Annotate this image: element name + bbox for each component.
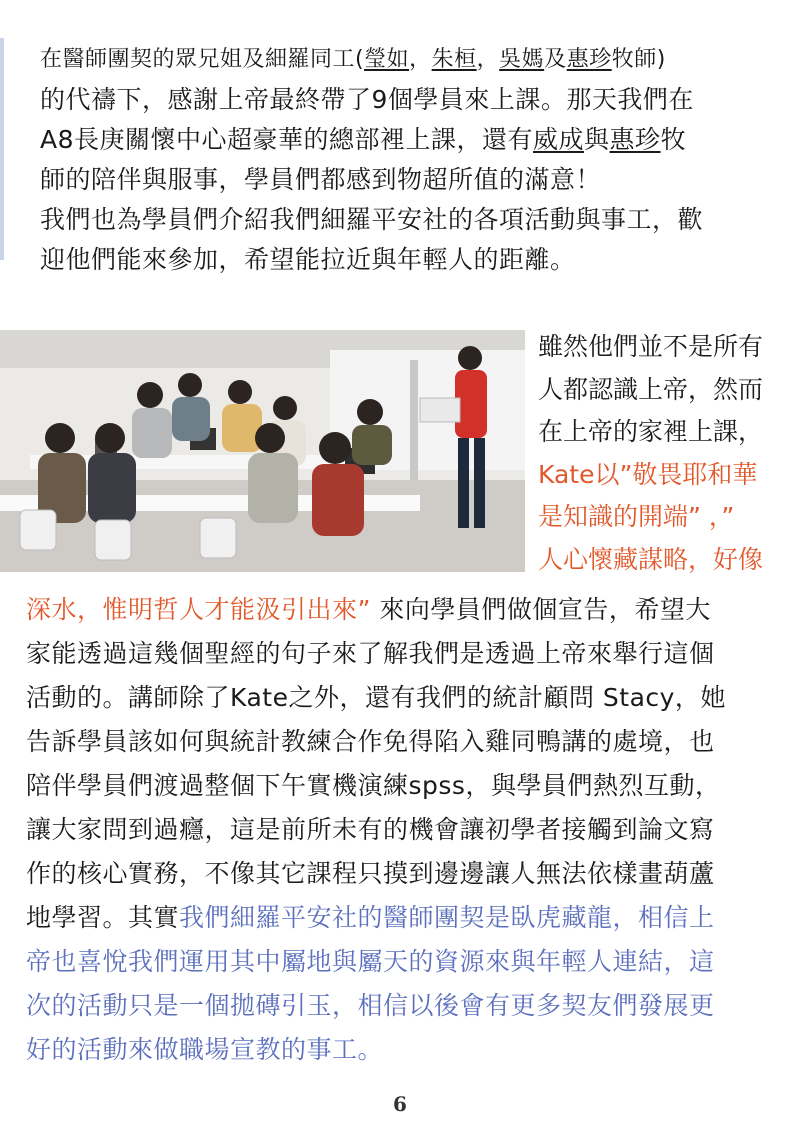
text-span: 來向學員們做個宣告，希望大 [370,595,711,624]
student-body [312,464,364,536]
body-line-highlight: 好的活動來做職場宣教的事工。 [26,1035,384,1064]
text-span: A8長庚關懷中心超豪華的總部裡上課，還有 [40,125,534,154]
student-head [95,423,125,453]
body-line: 陪伴學員們渡過整個下午實機演練spss，與學員們熱烈互動， [26,771,721,800]
side-line: 人都認識上帝，然而 [538,374,764,404]
text-span: 與 [584,125,610,154]
intro-line [40,120,770,160]
student-body [222,404,262,452]
body-line: 讓大家問到過癮，這是前所未有的機會讓初學者接觸到論文寫 [26,815,715,844]
student-body [248,453,298,523]
chair [95,520,131,560]
body-paragraph [26,588,786,1072]
text-span: ， [476,47,500,72]
sidebar-accent-bar [0,38,4,260]
name-underlined: 惠珍 [566,47,612,72]
wall-pillar [410,360,418,500]
intro-line [40,40,770,80]
intro-line: 師的陪伴與服事，學員們都感到物超所值的滿意！ [40,165,602,194]
name-underlined: 吳媽 [499,47,545,72]
student-head [178,373,202,397]
side-line-quote: Kate以”敬畏耶和華 [538,459,758,489]
student-body [88,453,136,523]
student-head [357,399,383,425]
body-line: 作的核心實務，不像其它課程只摸到邊邊讓人無法依樣畫葫蘆 [26,859,715,888]
name-underlined: 威成 [533,125,585,154]
body-line [26,896,786,940]
intro-line: 的代禱下，感謝上帝最終帶了9個學員來上課。那天我們在 [40,85,694,114]
instructor-leg [474,438,485,528]
student-head [255,423,285,453]
student-head [228,380,252,404]
text-span: 牧 [660,125,687,154]
name-underlined: 瑩如 [364,47,410,72]
name-underlined: 惠珍 [609,125,661,154]
student-body [132,408,172,458]
text-span: 及 [544,47,567,72]
body-line-highlight: 帝也喜悅我們運用其中屬地與屬天的資源來與年輕人連結，這 [26,947,715,976]
student-head [45,423,75,453]
classroom-illustration [0,330,525,572]
instructor-leg [458,438,469,528]
highlight-text: 我們細羅平安社的醫師團契是臥虎藏龍，相信上 [179,903,715,932]
side-paragraph [538,326,788,581]
body-line: 家能透過這幾個聖經的句子來了解我們是透過上帝來舉行這個 [26,639,715,668]
student-head [319,432,351,464]
student-head [273,396,297,420]
body-line: 活動的。講師除了Kate之外，還有我們的統計顧問 Stacy，她 [26,683,726,712]
body-line: 告訴學員該如何與統計教練合作免得陷入雞同鴨講的處境，也 [26,727,715,756]
side-line: 在上帝的家裡上課， [538,417,764,446]
side-line-quote: 人心懷藏謀略，好像 [538,544,764,574]
student-head [137,382,163,408]
intro-line: 迎他們能來參加，希望能拉近與年輕人的距離。 [40,245,576,274]
student-body [172,397,210,441]
intro-paragraph [40,40,770,280]
chair [20,510,56,550]
page-number: 6 [393,1092,407,1116]
body-line [26,588,786,632]
body-line-highlight: 次的活動只是一個拋磚引玉，相信以後會有更多契友們發展更 [26,991,715,1020]
chair [200,518,236,558]
name-underlined: 朱桓 [431,47,477,72]
student-body [352,425,392,465]
text-span: 牧師) [611,47,666,72]
text-span: ， [409,47,432,72]
side-line-quote: 是知識的開端” ，” [538,502,735,531]
text-span: 地學習。其實 [26,903,180,932]
instructor-head [458,346,482,370]
text-span: 在醫師團契的眾兄姐及細羅同工( [40,47,365,72]
classroom-photo [0,330,525,572]
side-line: 雖然他們並不是所有 [538,332,764,361]
lectern [420,398,460,422]
quote-text: 深水，惟明哲人才能汲引出來” [26,595,371,624]
intro-line: 我們也為學員們介紹我們細羅平安社的各項活動與事工，歡 [40,205,704,234]
